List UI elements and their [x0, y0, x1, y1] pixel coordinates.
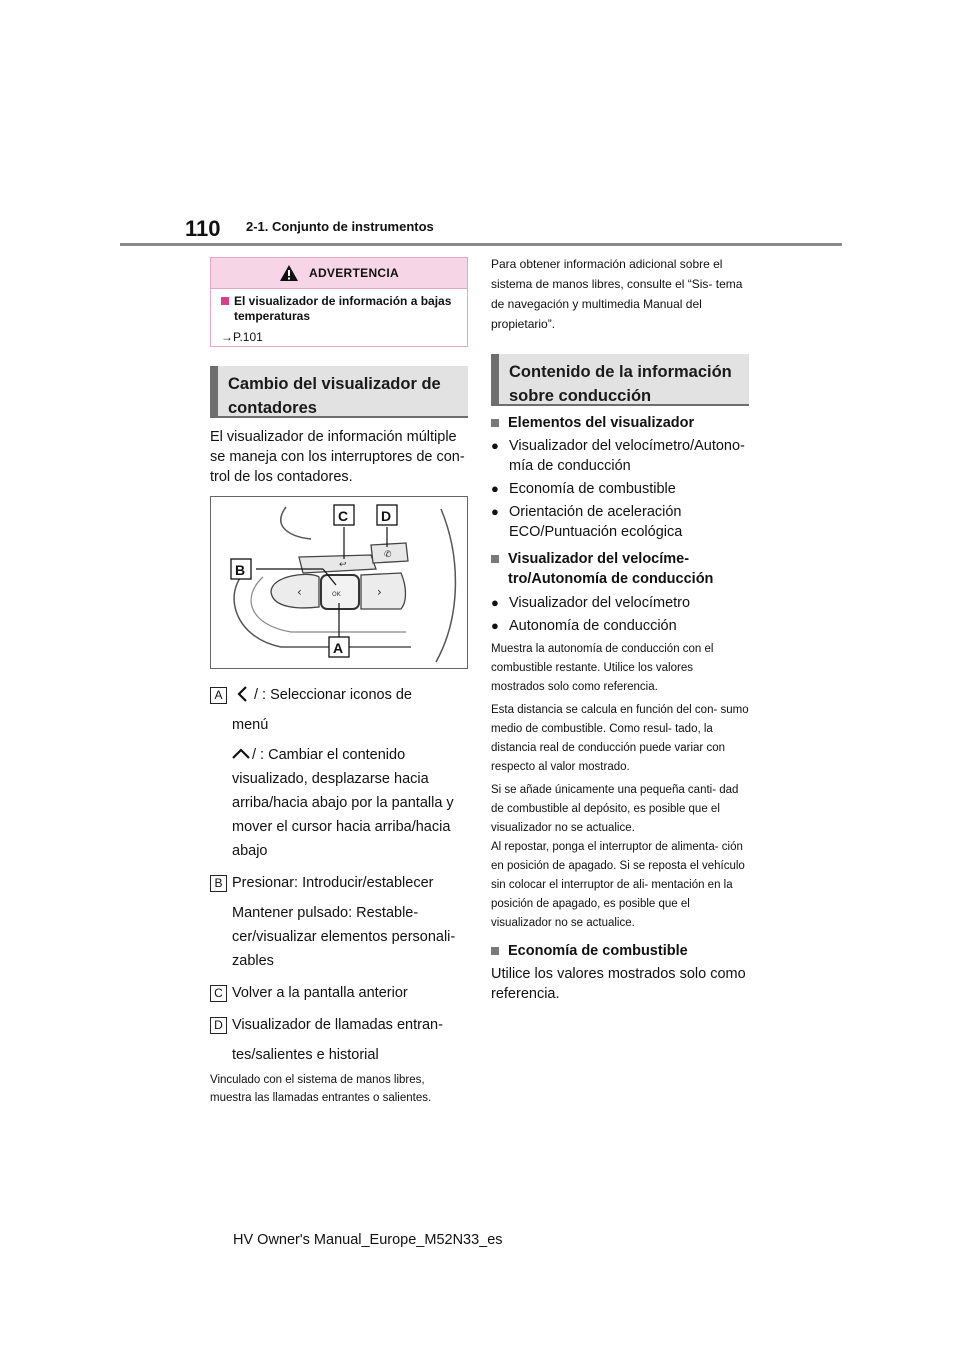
economia-paragraph: Utilice los valores mostrados solo como referencia.: [491, 966, 746, 1002]
warning-page-ref[interactable]: →P.101: [221, 330, 263, 344]
bullet-item: ● Visualizador del velocímetro: [491, 595, 691, 611]
item-a-text-5: arriba/hacia abajo por la pantalla y: [232, 795, 454, 811]
svg-text:↩: ↩: [339, 560, 347, 570]
item-d-text-1: Visualizador de llamadas entran-: [232, 1017, 443, 1033]
autonomy-note-3: Si se añade únicamente una pequeña canti- dad de combustible al depósito, es posible que el visualizador no se actualice.: [491, 784, 739, 834]
warning-title: ADVERTENCIA: [309, 266, 399, 280]
svg-text:‹: ‹: [297, 585, 302, 599]
item-a: [210, 683, 472, 1107]
chevron-left-right-icons: [236, 683, 250, 707]
steering-switch-illustration: [211, 497, 467, 668]
warning-triangle-icon: [279, 264, 299, 282]
page-number: 110: [185, 216, 221, 241]
bullet-dot-icon: ●: [491, 618, 499, 633]
item-c-text-1: Volver a la pantalla anterior: [232, 985, 408, 1001]
item-a-text-1: / : Seleccionar iconos de: [254, 687, 412, 703]
bullet-dot-icon: ●: [491, 438, 499, 453]
square-bullet-icon: [491, 419, 499, 427]
warning-header: [211, 258, 467, 289]
heading-velocimetro: Visualizador del velocíme- tro/Autonomía de conducción: [491, 549, 751, 589]
item-a-text-2: menú: [232, 717, 269, 733]
item-a-text-3: / : Cambiar el contenido: [252, 747, 406, 763]
item-b-text-3: cer/visualizar elementos personali-: [232, 929, 456, 945]
page-footer: HV Owner's Manual_Europe_M52N33_es: [233, 1232, 503, 1248]
bullet-item: ● Economía de combustible: [491, 481, 676, 497]
square-bullet-icon: [491, 947, 499, 955]
autonomy-note-1: Muestra la autonomía de conducción con el combustible restante. Utilice los valores mostrados solo como referencia.: [491, 643, 714, 693]
label-box-c: C: [210, 985, 227, 1002]
bullet-dot-icon: ●: [491, 504, 499, 519]
item-a-text-4: visualizado, desplazarse hacia: [232, 771, 429, 787]
autonomy-note-2: Esta distancia se calcula en función del con- sumo medio de combustible. Como resul- tado, la distancia real de conducción puede variar con respecto al valor mostrado.: [491, 704, 749, 773]
section-title-contenido: Contenido de la información sobre conducción: [491, 354, 749, 406]
bullet-item: ● Autonomía de conducción: [491, 618, 677, 634]
figure-label-c: C: [338, 508, 349, 524]
item-a-text-7: abajo: [232, 843, 268, 859]
bullet-item: ● Visualizador del velocímetro/Autono- mía de conducción: [491, 438, 745, 474]
svg-text:›: ›: [377, 585, 382, 599]
label-box-d: D: [210, 1017, 227, 1034]
label-box-a: A: [210, 687, 227, 704]
item-b-text-1: Presionar: Introducir/establecer: [232, 875, 434, 891]
bullet-dot-icon: ●: [491, 595, 499, 610]
item-d-text-2: tes/salientes e historial: [232, 1047, 379, 1063]
warning-box: [210, 257, 468, 347]
label-box-b: B: [210, 875, 227, 892]
item-b-text-2: Mantener pulsado: Restable-: [232, 905, 419, 921]
svg-text:OK: OK: [332, 591, 341, 598]
right-intro: Para obtener información adicional sobre el sistema de manos libres, consulte el “Sis- tema de navegación y multimedia Manual del propietario”.: [491, 257, 743, 331]
heading-economia: Economía de combustible: [491, 941, 751, 961]
chevron-up-down-icons: [232, 743, 250, 767]
pink-square-bullet-icon: [221, 297, 229, 305]
right-content: [491, 413, 751, 1004]
warning-item: [221, 294, 459, 324]
bullet-dot-icon: ●: [491, 481, 499, 496]
figure-label-b: B: [235, 562, 246, 578]
item-b-text-4: zables: [232, 953, 274, 969]
svg-text:✆: ✆: [384, 550, 392, 560]
autonomy-note-4: Al repostar, ponga el interruptor de alimenta- ción en posición de apagado. Si se reposta el vehículo sin colocar el interruptor de ali- mentación en la posición de apagado, es posible que el visualizador no se actualice.: [491, 841, 745, 929]
item-a-text-6: mover el cursor hacia arriba/hacia: [232, 819, 451, 835]
bullet-item: ● Orientación de aceleración ECO/Puntuación ecológica: [491, 504, 683, 540]
section-title-cambio: Cambio del visualizador de contadores: [210, 366, 468, 418]
square-bullet-icon: [491, 555, 499, 563]
figure-label-a: A: [333, 640, 344, 656]
steering-switch-figure: [210, 496, 468, 669]
warning-item-text: El visualizador de información a bajas temperaturas: [234, 294, 452, 323]
hands-free-note: Vinculado con el sistema de manos libres, muestra las llamadas entrantes o salientes.: [210, 1074, 432, 1104]
chapter-title: 2-1. Conjunto de instrumentos: [246, 219, 434, 234]
heading-elementos: Elementos del visualizador: [491, 413, 751, 433]
header-rule: [120, 243, 842, 246]
intro-paragraph: El visualizador de información múltiple se maneja con los interruptores de con- trol de los contadores.: [210, 429, 465, 485]
figure-label-d: D: [381, 508, 392, 524]
